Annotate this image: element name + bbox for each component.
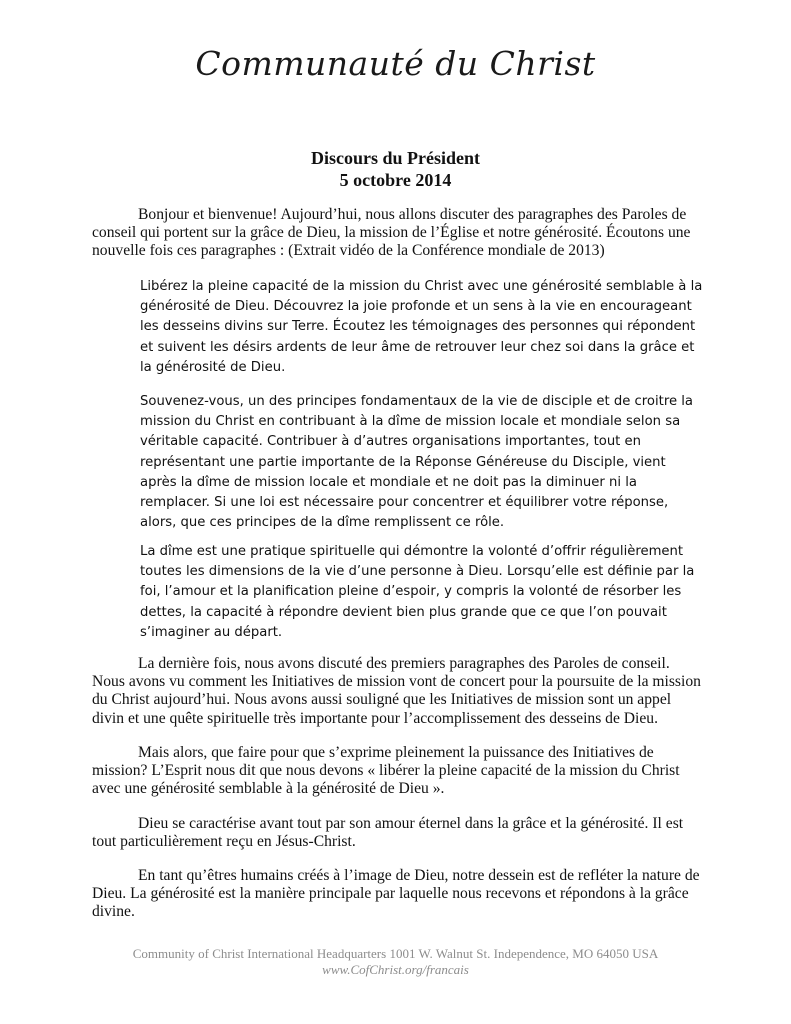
title-line: Discours du Président — [310, 148, 480, 168]
quote-paragraph-2: Souvenez-vous, un des principes fondamentaux de la vie de disciple et de croitre la mission du Christ en contribuant à la dîme de mission locale et mondiale selon sa véritable capacité. Contribuer à d’autres organisations importantes, tout en représentant une partie importante de la Réponse Généreuse du Disciple, vient après la dîme de mission locale et mondiale et ne doit pas la diminuer ni la remplacer. Si une loi est nécessaire pour concentrer et équilibrer votre réponse, alors, que ces principes de la dîme remplissent ce rôle. — [140, 394, 694, 531]
organization-logo: Communauté du Christ — [195, 44, 596, 83]
quote-paragraph-1: Libérez la pleine capacité de la mission du Christ avec une générosité semblable à la générosité de Dieu. Découvrez la joie profonde et un sens à la vie en encourageant les desseins divins sur Terre. Écoutez les témoignages des personnes qui répondent et suivent les désirs ardents de leur âme de retrouver leur chez soi dans la grâce et la générosité de Dieu. — [140, 279, 703, 375]
date-line: 5 octobre 2014 — [339, 170, 452, 190]
quote-paragraph-3: La dîme est une pratique spirituelle qui démontre la volonté d’offrir régulièrement toutes les dimensions de la vie d’une personne à Dieu. Lorsqu’elle est définie par la foi, l’amour et la planification pleine d’espoir, y compris la volonté de résorber les dettes, la capacité à répondre devient bien plus grande que ce que l’on pouvait s’imaginer au départ. — [140, 544, 695, 640]
page-footer — [0, 946, 791, 978]
document-title — [0, 147, 791, 191]
body-paragraph: La dernière fois, nous avons discuté des premiers paragraphes des Paroles de conseil. Nous avons vu comment les Initiatives de mission vont de concert pour la poursuite de la mission du Christ aujourd’hui. Nous avons aussi souligné que les Initiatives de mission sont un appel divin et une quête spirituelle très importante pour l’accomplissement des desseins de Dieu. — [92, 655, 701, 727]
footer-address: Community of Christ International Headquarters 1001 W. Walnut St. Independence, MO 64050 USA — [132, 946, 659, 961]
body-paragraph: Dieu se caractérise avant tout par son amour éternel dans la grâce et la générosité. Il est tout particulièrement reçu en Jésus-Christ. — [92, 815, 684, 851]
intro-paragraph: Bonjour et bienvenue! Aujourd’hui, nous allons discuter des paragraphes des Paroles de conseil qui portent sur la grâce de Dieu, la mission de l’Église et notre générosité. Écoutons une nouvelle fois ces paragraphes : (Extrait vidéo de la Conférence mondiale de 2013) — [92, 206, 691, 260]
body-paragraph: En tant qu’êtres humains créés à l’image de Dieu, notre dessein est de refléter la nature de Dieu. La générosité est la manière principale par laquelle nous recevons et répondons à la grâce divine. — [92, 867, 700, 921]
footer-website-link[interactable]: www.CofChrist.org/francais — [322, 962, 469, 977]
body-paragraph: Mais alors, que faire pour que s’exprime pleinement la puissance des Initiatives de mission? L’Esprit nous dit que nous devons « libérer la pleine capacité de la mission du Christ avec une générosité semblable à la générosité de Dieu ». — [92, 744, 680, 798]
